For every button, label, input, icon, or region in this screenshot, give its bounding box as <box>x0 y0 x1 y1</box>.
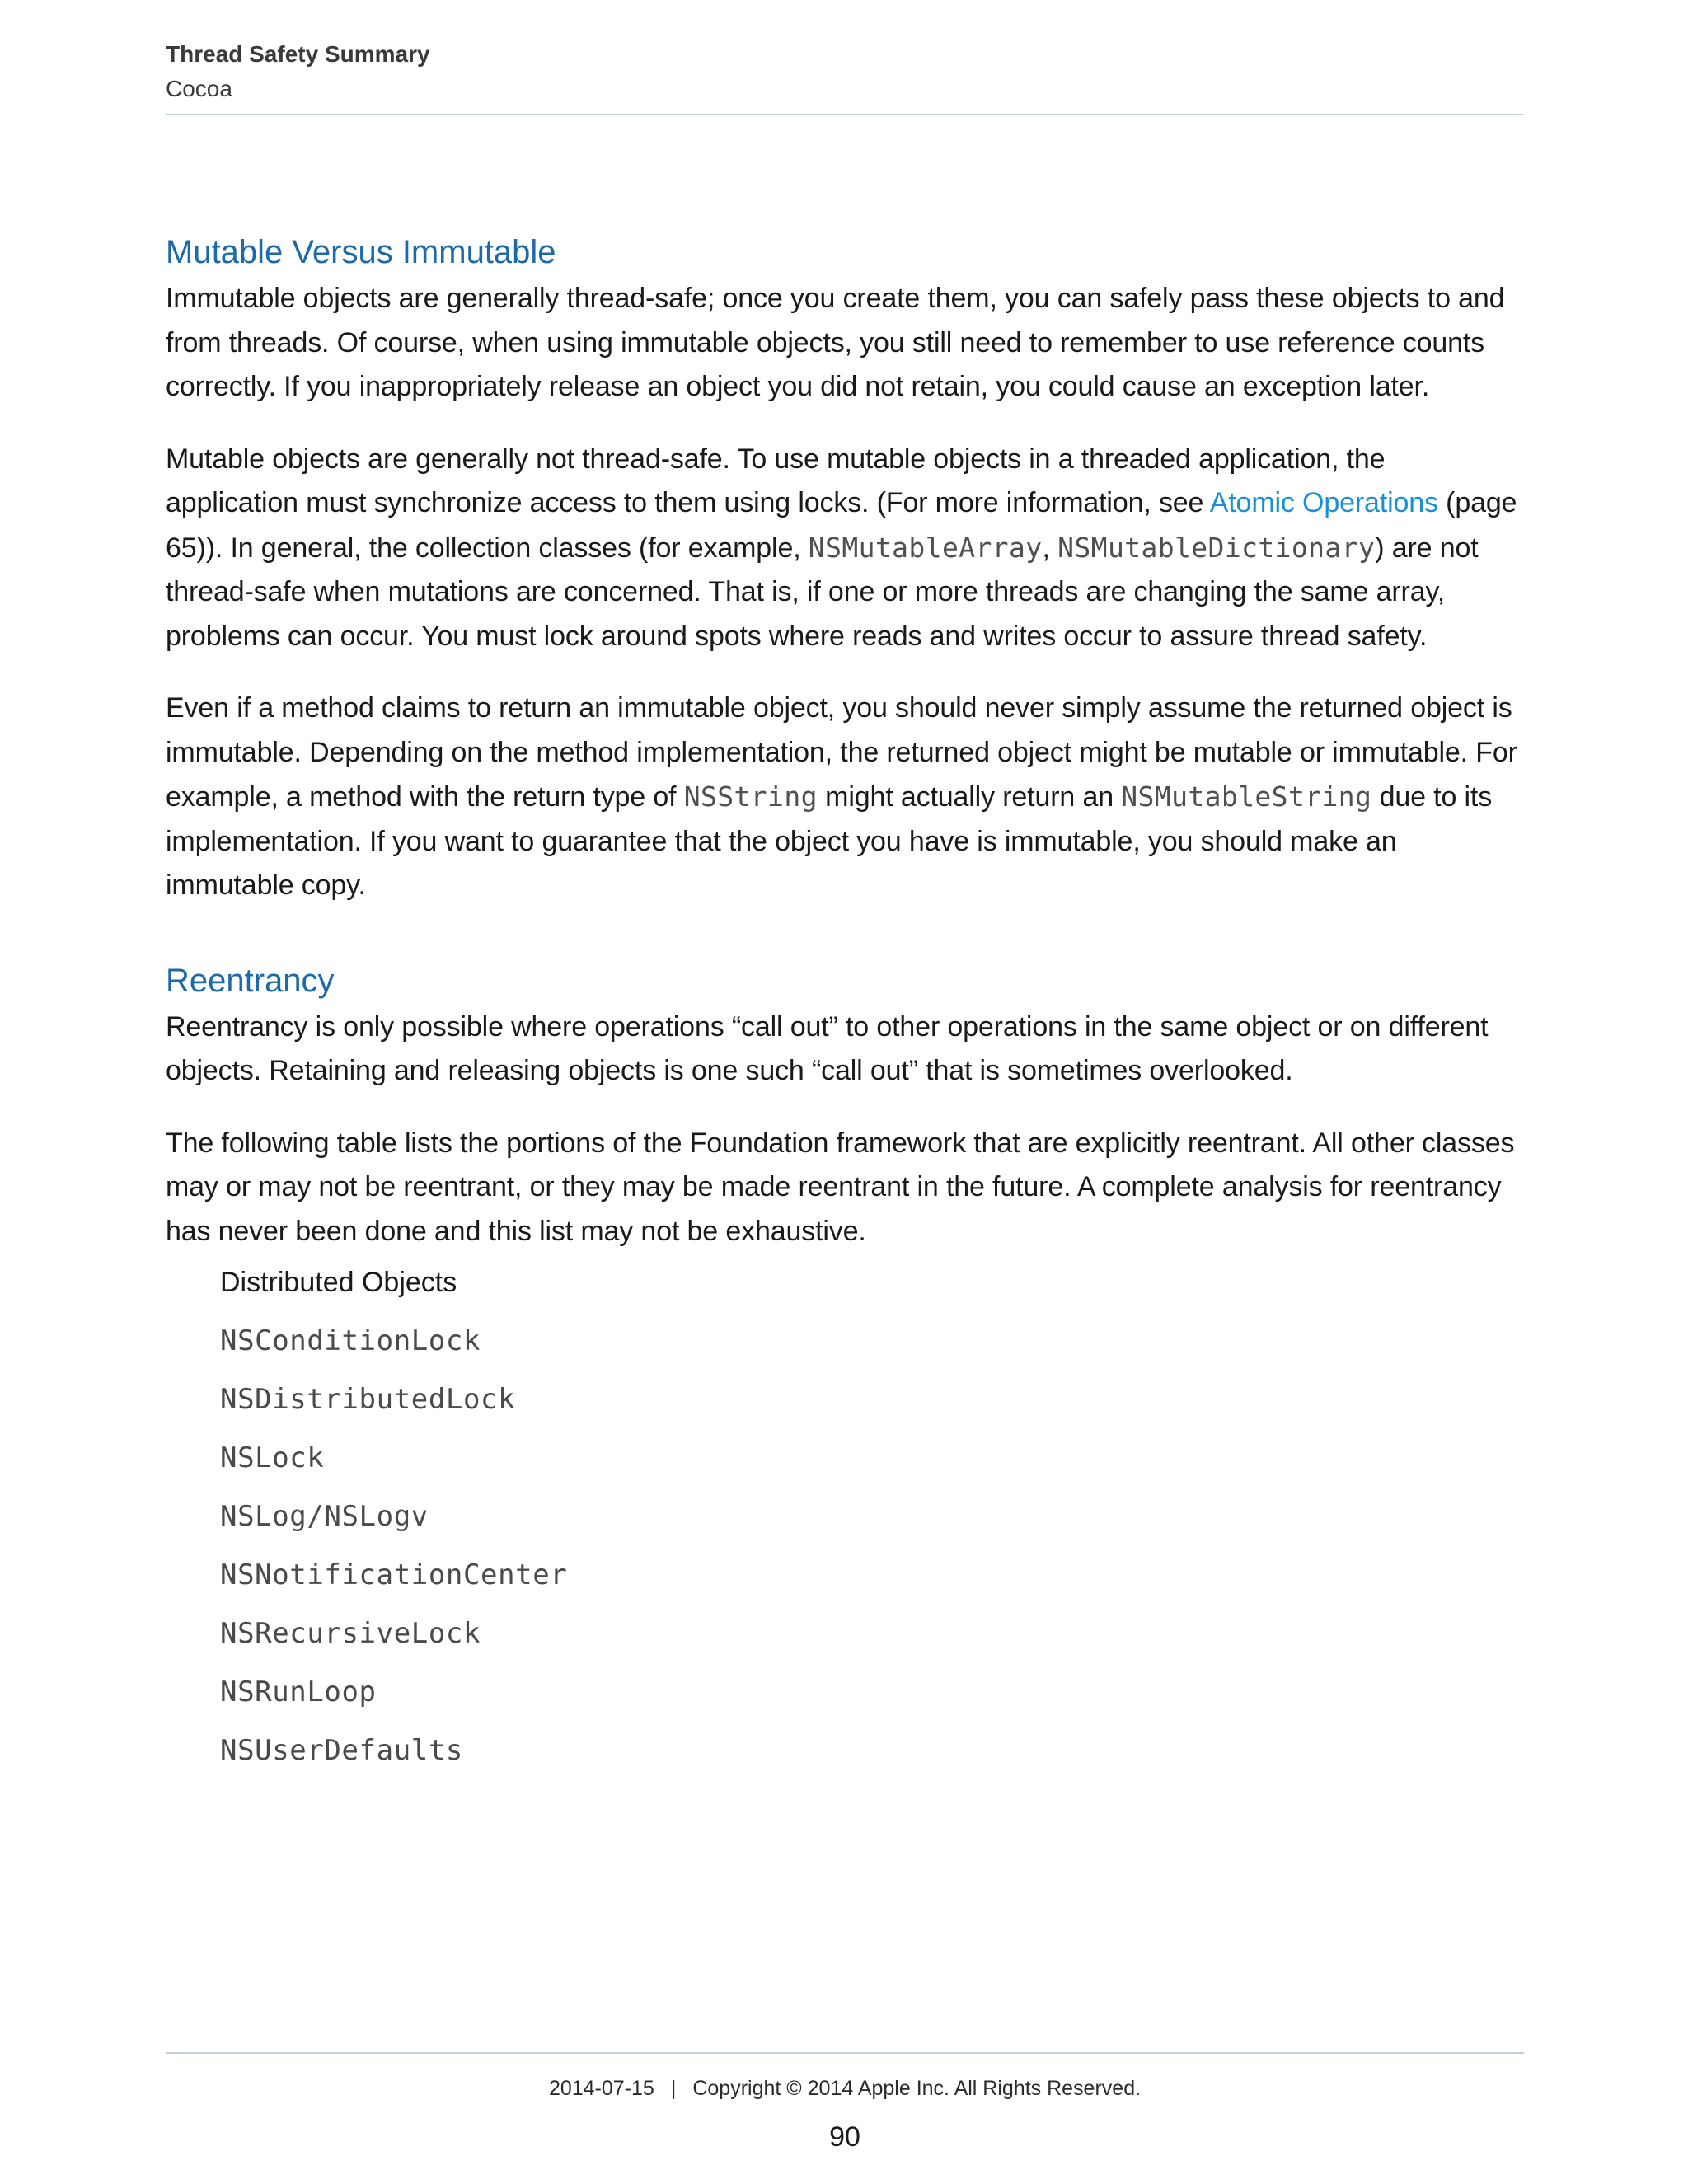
section-reentrancy <box>166 956 1524 1781</box>
code-term: NSString <box>683 780 818 813</box>
code-term: NSMutableString <box>1121 780 1372 813</box>
copyright-notice: Copyright © 2014 Apple Inc. All Rights Reserved. <box>692 2077 1142 2100</box>
text-run: due to its implementation. If you want to guarantee that the object you have is immutable, you should make an immutable copy. <box>166 781 1493 901</box>
atomic-operations-link[interactable]: Atomic Operations <box>1209 487 1438 518</box>
section-mutable-versus-immutable <box>166 227 1524 908</box>
list-item: NSDistributedLock <box>220 1383 516 1416</box>
list-item: Distributed Objects <box>220 1267 457 1298</box>
publication-date: 2014-07-15 <box>548 2077 654 2100</box>
section-heading: Reentrancy <box>166 962 335 999</box>
paragraph: Reentrancy is only possible where operations “call out” to other operations in the same object or on different objects. Retaining and releasing objects is one such “call out” that is sometimes overlooked. <box>166 1010 1489 1086</box>
paragraph: The following table lists the portions of the Foundation framework that are explicitly reentrant. All other classes may or may not be reentrant, or they may be made reentrant in the future. A complete analysis for reentrancy has never been done and this list may not be exhaustive. <box>166 1127 1515 1247</box>
page-number: 90 <box>829 2121 860 2153</box>
list-item: NSRecursiveLock <box>220 1617 481 1650</box>
text-run: , <box>1042 532 1058 564</box>
list-item: NSUserDefaults <box>220 1734 463 1767</box>
list-item: NSRunLoop <box>220 1675 377 1708</box>
text-run: might actually return an <box>817 781 1122 813</box>
text-run: Mutable objects are generally not thread-safe. To use mutable objects in a threaded application, the application must synchronize access to them using locks. (For more information, see <box>166 443 1386 518</box>
text-run: Even if a method claims to return an immutable object, you should never simply assume the returned object is immutable. Depending on the method implementation, the returned object might be mutable or immutable. For example, a method with the return type of <box>166 692 1517 813</box>
list-item: NSNotificationCenter <box>220 1558 568 1591</box>
paragraph <box>166 687 1524 908</box>
code-term: NSMutableDictionary <box>1057 531 1376 564</box>
footer-separator: | <box>670 2077 677 2100</box>
paragraph <box>166 438 1524 659</box>
page-footer <box>166 2052 1524 2168</box>
section-spacer <box>166 908 1524 956</box>
footer-copyright-line <box>166 2077 1524 2101</box>
text-run: (page 65)). In general, the collection classes (for example, <box>166 487 1517 564</box>
document-title: Thread Safety Summary <box>166 41 430 67</box>
list-item: NSLog/NSLogv <box>220 1500 429 1533</box>
code-term: NSMutableArray <box>808 531 1043 564</box>
list-item: NSLock <box>220 1441 325 1474</box>
chapter-name: Cocoa <box>166 76 232 101</box>
page-content <box>166 227 1524 1780</box>
list-item: NSConditionLock <box>220 1324 481 1357</box>
section-body <box>166 277 1524 908</box>
section-body <box>166 1005 1524 1254</box>
section-heading: Mutable Versus Immutable <box>166 234 556 270</box>
text-run: ) are not thread-safe when mutations are concerned. That is, if one or more threads are changing the same array, problems can occur. You must lock around spots where reads and writes occur to assure thread safety. <box>166 532 1479 652</box>
reentrant-class-list <box>166 1254 1524 1780</box>
paragraph: Immutable objects are generally thread-safe; once you create them, you can safely pass these objects to and from threads. Of course, when using immutable objects, you still need to remember to use reference counts correctly. If you inappropriately release an object you did not retain, you could cause an exception later. <box>166 283 1505 402</box>
page-header <box>166 36 1524 115</box>
